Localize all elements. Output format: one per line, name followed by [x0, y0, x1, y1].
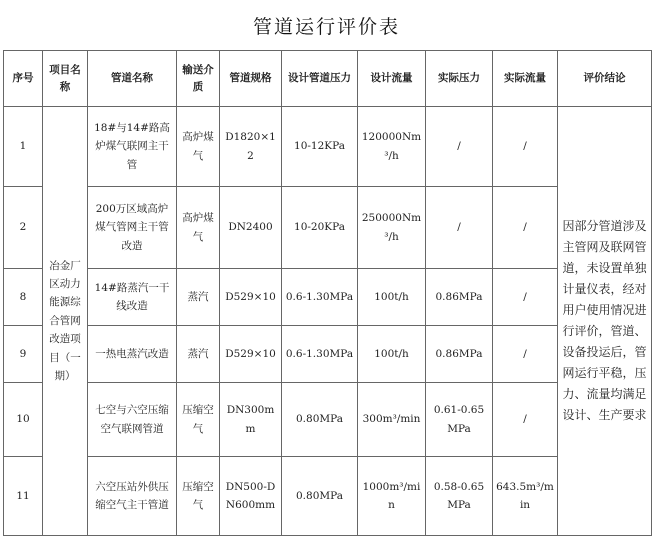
cell-seq: 8	[4, 269, 43, 326]
header-row	[4, 51, 652, 107]
cell-actual-flow: 643.5m³/min	[493, 457, 558, 536]
header-medium: 输送介质	[177, 51, 220, 107]
cell-seq: 10	[4, 383, 43, 457]
cell-spec: D529×10	[220, 326, 282, 383]
table-row	[4, 326, 652, 383]
page-title: 管道运行评价表	[252, 16, 400, 38]
cell-actual-pressure: 0.86MPa	[426, 326, 493, 383]
header-actual-pressure: 实际压力	[426, 51, 493, 107]
cell-spec: D1820×12	[220, 107, 282, 187]
table-row	[4, 187, 652, 269]
cell-seq: 11	[4, 457, 43, 536]
table-row	[4, 107, 652, 187]
cell-design-flow: 120000Nm³/h	[358, 107, 426, 187]
header-pipe-name: 管道名称	[88, 51, 177, 107]
cell-medium: 高炉煤气	[177, 107, 220, 187]
cell-actual-flow: /	[493, 107, 558, 187]
cell-seq: 9	[4, 326, 43, 383]
cell-actual-flow: /	[493, 383, 558, 457]
cell-design-flow: 300m³/min	[358, 383, 426, 457]
cell-design-flow: 100t/h	[358, 326, 426, 383]
cell-pipe-name: 18#与14#路高炉煤气联网主干管	[88, 107, 177, 187]
cell-design-pressure: 0.80MPa	[282, 457, 358, 536]
cell-design-flow: 100t/h	[358, 269, 426, 326]
cell-spec: DN300mm	[220, 383, 282, 457]
cell-medium: 压缩空气	[177, 457, 220, 536]
cell-design-pressure: 0.80MPa	[282, 383, 358, 457]
table-row	[4, 269, 652, 326]
cell-design-pressure: 10-12KPa	[282, 107, 358, 187]
cell-actual-pressure: /	[426, 187, 493, 269]
cell-seq: 1	[4, 107, 43, 187]
cell-actual-pressure: 0.61-0.65MPa	[426, 383, 493, 457]
cell-pipe-name: 六空压站外供压缩空气主干管道	[88, 457, 177, 536]
cell-medium: 蒸汽	[177, 326, 220, 383]
cell-pipe-name: 七空与六空压缩空气联网管道	[88, 383, 177, 457]
cell-actual-pressure: /	[426, 107, 493, 187]
cell-pipe-name: 200万区域高炉煤气管网主干管改造	[88, 187, 177, 269]
cell-actual-flow: /	[493, 187, 558, 269]
evaluation-table	[3, 50, 652, 536]
cell-design-pressure: 10-20KPa	[282, 187, 358, 269]
table-row	[4, 383, 652, 457]
cell-spec: DN2400	[220, 187, 282, 269]
cell-actual-flow: /	[493, 326, 558, 383]
cell-design-flow: 1000m³/min	[358, 457, 426, 536]
header-design-flow: 设计流量	[358, 51, 426, 107]
cell-medium: 压缩空气	[177, 383, 220, 457]
cell-pipe-name: 一热电蒸汽改造	[88, 326, 177, 383]
header-project: 项目名称	[43, 51, 88, 107]
header-seq: 序号	[4, 51, 43, 107]
header-spec: 管道规格	[220, 51, 282, 107]
cell-actual-pressure: 0.58-0.65MPa	[426, 457, 493, 536]
cell-spec: DN500-DN600mm	[220, 457, 282, 536]
cell-spec: D529×10	[220, 269, 282, 326]
cell-project-name: 冶金厂区动力能源综合管网改造项目（一期）	[43, 107, 88, 536]
cell-actual-pressure: 0.86MPa	[426, 269, 493, 326]
cell-conclusion: 因部分管道涉及主管网及联网管道，未设置单独计量仪表，经对用户使用情况进行评价，管道、设备投运后，管网运行平稳，压力、流量均满足设计、生产要求	[558, 107, 652, 536]
table-row	[4, 457, 652, 536]
cell-pipe-name: 14#路蒸汽一干线改造	[88, 269, 177, 326]
header-design-pressure: 设计管道压力	[282, 51, 358, 107]
header-actual-flow: 实际流量	[493, 51, 558, 107]
cell-medium: 蒸汽	[177, 269, 220, 326]
cell-medium: 高炉煤气	[177, 187, 220, 269]
cell-actual-flow: /	[493, 269, 558, 326]
cell-design-flow: 250000Nm³/h	[358, 187, 426, 269]
cell-design-pressure: 0.6-1.30MPa	[282, 269, 358, 326]
header-conclusion: 评价结论	[558, 51, 652, 107]
cell-seq: 2	[4, 187, 43, 269]
cell-design-pressure: 0.6-1.30MPa	[282, 326, 358, 383]
